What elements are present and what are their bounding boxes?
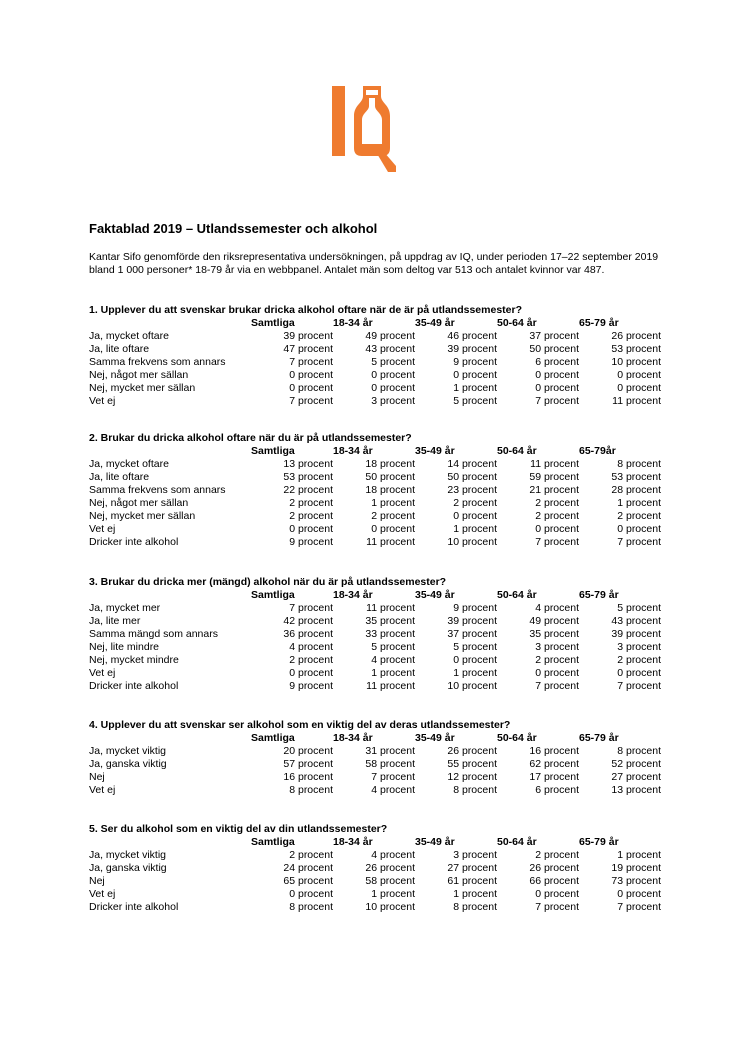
table-row (89, 680, 661, 693)
cell-value: 2 procent (535, 497, 579, 509)
column-header: 35-49 år (415, 317, 455, 329)
cell-value: 4 procent (289, 641, 333, 653)
cell-value: 2 procent (617, 510, 661, 522)
cell-value: 23 procent (447, 484, 497, 496)
cell-value: 9 procent (289, 536, 333, 548)
cell-value: 2 procent (535, 849, 579, 861)
cell-value: 5 procent (453, 641, 497, 653)
table-row (89, 888, 661, 901)
row-label: Ja, mycket oftare (89, 458, 169, 470)
cell-value: 10 procent (611, 356, 661, 368)
cell-value: 5 procent (617, 602, 661, 614)
row-label: Nej (89, 771, 105, 783)
cell-value: 50 procent (365, 471, 415, 483)
cell-value: 1 procent (453, 667, 497, 679)
cell-value: 3 procent (535, 641, 579, 653)
cell-value: 1 procent (453, 382, 497, 394)
table-row (89, 875, 661, 888)
table-row (89, 849, 661, 862)
cell-value: 20 procent (283, 745, 333, 757)
table-row (89, 458, 661, 471)
cell-value: 3 procent (453, 849, 497, 861)
header-spacer (89, 445, 251, 458)
question-block (89, 719, 661, 797)
row-label: Dricker inte alkohol (89, 901, 179, 913)
cell-value: 7 procent (289, 356, 333, 368)
column-header: Samtliga (251, 836, 295, 848)
cell-value: 26 procent (529, 862, 579, 874)
cell-value: 39 procent (447, 615, 497, 627)
row-label: Dricker inte alkohol (89, 680, 179, 692)
cell-value: 65 procent (283, 875, 333, 887)
cell-value: 10 procent (365, 901, 415, 913)
cell-value: 2 procent (289, 849, 333, 861)
cell-value: 26 procent (611, 330, 661, 342)
table-row (89, 901, 661, 914)
intro-paragraph (89, 251, 669, 277)
cell-value: 31 procent (365, 745, 415, 757)
column-header: 18-34 år (333, 445, 373, 457)
question-title: 1. Upplever du att svenskar brukar dricka alkohol oftare när de är på utlandssemester? (89, 304, 522, 316)
cell-value: 53 procent (611, 471, 661, 483)
cell-value: 0 procent (453, 510, 497, 522)
column-header: 35-49 år (415, 589, 455, 601)
row-label: Nej (89, 875, 105, 887)
column-header: 50-64 år (497, 836, 537, 848)
row-label: Nej, lite mindre (89, 641, 160, 653)
cell-value: 2 procent (617, 654, 661, 666)
cell-value: 0 procent (535, 382, 579, 394)
cell-value: 19 procent (611, 862, 661, 874)
cell-value: 39 procent (611, 628, 661, 640)
table-row (89, 784, 661, 797)
cell-value: 9 procent (453, 602, 497, 614)
cell-value: 7 procent (535, 901, 579, 913)
iq-logo (332, 86, 396, 172)
table-row (89, 330, 661, 343)
cell-value: 26 procent (365, 862, 415, 874)
cell-value: 7 procent (617, 680, 661, 692)
column-header: Samtliga (251, 732, 295, 744)
cell-value: 11 procent (366, 602, 415, 614)
cell-value: 10 procent (447, 536, 497, 548)
table-row (89, 654, 661, 667)
row-label: Samma mängd som annars (89, 628, 218, 640)
cell-value: 13 procent (611, 784, 661, 796)
cell-value: 7 procent (535, 395, 579, 407)
column-header: 65-79 år (579, 836, 619, 848)
question-title: 4. Upplever du att svenskar ser alkohol som en viktig del av deras utlandssemester? (89, 719, 511, 731)
header-spacer (89, 317, 251, 330)
cell-value: 7 procent (289, 395, 333, 407)
cell-value: 1 procent (453, 523, 497, 535)
cell-value: 0 procent (453, 654, 497, 666)
cell-value: 42 procent (283, 615, 333, 627)
cell-value: 47 procent (283, 343, 333, 355)
cell-value: 37 procent (447, 628, 497, 640)
cell-value: 0 procent (289, 382, 333, 394)
cell-value: 18 procent (365, 458, 415, 470)
table-row (89, 356, 661, 369)
cell-value: 8 procent (617, 458, 661, 470)
table-row (89, 536, 661, 549)
cell-value: 58 procent (365, 758, 415, 770)
results-table (89, 732, 661, 797)
results-table (89, 317, 661, 408)
cell-value: 61 procent (447, 875, 497, 887)
column-header: 18-34 år (333, 589, 373, 601)
cell-value: 53 procent (283, 471, 333, 483)
table-row (89, 771, 661, 784)
cell-value: 36 procent (283, 628, 333, 640)
cell-value: 66 procent (529, 875, 579, 887)
column-header: 65-79 år (579, 589, 619, 601)
header-row (89, 317, 661, 330)
question-block (89, 304, 661, 408)
cell-value: 52 procent (611, 758, 661, 770)
cell-value: 2 procent (289, 654, 333, 666)
cell-value: 8 procent (453, 784, 497, 796)
cell-value: 0 procent (617, 523, 661, 535)
cell-value: 1 procent (617, 849, 661, 861)
cell-value: 49 procent (365, 330, 415, 342)
row-label: Ja, lite oftare (89, 471, 150, 483)
cell-value: 58 procent (365, 875, 415, 887)
cell-value: 0 procent (617, 369, 661, 381)
table-row (89, 523, 661, 536)
question-block (89, 432, 661, 549)
cell-value: 27 procent (447, 862, 497, 874)
column-header: 18-34 år (333, 317, 373, 329)
table-row (89, 382, 661, 395)
intro-text: Kantar Sifo genomförde den riksrepresentativa undersökningen, på uppdrag av IQ, under perioden 17–22 september 2019 bland 1 000 personer* 18-79 år via en webbpanel. Antalet män som deltog var 513 och antalet kvinnor var 487. (89, 251, 659, 276)
cell-value: 2 procent (371, 510, 415, 522)
column-header: 18-34 år (333, 836, 373, 848)
row-label: Nej, mycket mer sällan (89, 382, 196, 394)
table-row (89, 667, 661, 680)
table-row (89, 497, 661, 510)
cell-value: 0 procent (289, 523, 333, 535)
cell-value: 4 procent (535, 602, 579, 614)
cell-value: 24 procent (283, 862, 333, 874)
cell-value: 17 procent (529, 771, 579, 783)
table-row (89, 628, 661, 641)
cell-value: 73 procent (611, 875, 661, 887)
column-header: 50-64 år (497, 445, 537, 457)
cell-value: 0 procent (371, 523, 415, 535)
cell-value: 0 procent (453, 369, 497, 381)
column-header: 65-79 år (579, 732, 619, 744)
cell-value: 50 procent (447, 471, 497, 483)
cell-value: 2 procent (535, 654, 579, 666)
cell-value: 0 procent (617, 667, 661, 679)
cell-value: 1 procent (371, 497, 415, 509)
cell-value: 4 procent (371, 849, 415, 861)
cell-value: 18 procent (365, 484, 415, 496)
cell-value: 3 procent (371, 395, 415, 407)
cell-value: 1 procent (453, 888, 497, 900)
cell-value: 11 procent (530, 458, 579, 470)
cell-value: 2 procent (535, 510, 579, 522)
table-row (89, 862, 661, 875)
row-label: Ja, mycket mer (89, 602, 161, 614)
column-header: 35-49 år (415, 732, 455, 744)
header-row (89, 445, 661, 458)
cell-value: 7 procent (617, 901, 661, 913)
table-row (89, 745, 661, 758)
cell-value: 4 procent (371, 784, 415, 796)
cell-value: 0 procent (617, 382, 661, 394)
column-header: 65-79år (579, 445, 616, 457)
cell-value: 1 procent (617, 497, 661, 509)
cell-value: 37 procent (529, 330, 579, 342)
cell-value: 1 procent (371, 667, 415, 679)
column-header: 50-64 år (497, 589, 537, 601)
cell-value: 7 procent (535, 536, 579, 548)
question-title: 5. Ser du alkohol som en viktig del av din utlandssemester? (89, 823, 388, 835)
cell-value: 9 procent (289, 680, 333, 692)
row-label: Ja, mycket viktig (89, 849, 167, 861)
row-label: Vet ej (89, 888, 116, 900)
cell-value: 33 procent (365, 628, 415, 640)
cell-value: 7 procent (535, 680, 579, 692)
cell-value: 39 procent (447, 343, 497, 355)
cell-value: 2 procent (289, 497, 333, 509)
cell-value: 0 procent (371, 382, 415, 394)
cell-value: 35 procent (529, 628, 579, 640)
cell-value: 35 procent (365, 615, 415, 627)
column-header: 65-79 år (579, 317, 619, 329)
cell-value: 6 procent (535, 356, 579, 368)
cell-value: 27 procent (611, 771, 661, 783)
cell-value: 10 procent (447, 680, 497, 692)
cell-value: 0 procent (371, 369, 415, 381)
row-label: Ja, lite oftare (89, 343, 150, 355)
cell-value: 43 procent (365, 343, 415, 355)
cell-value: 5 procent (371, 641, 415, 653)
row-label: Ja, ganska viktig (89, 862, 167, 874)
cell-value: 57 procent (283, 758, 333, 770)
question-title: 3. Brukar du dricka mer (mängd) alkohol när du är på utlandssemester? (89, 576, 447, 588)
column-header: Samtliga (251, 317, 295, 329)
column-header: 18-34 år (333, 732, 373, 744)
row-label: Vet ej (89, 395, 116, 407)
row-label: Vet ej (89, 784, 116, 796)
table-row (89, 343, 661, 356)
cell-value: 43 procent (611, 615, 661, 627)
cell-value: 16 procent (283, 771, 333, 783)
cell-value: 7 procent (371, 771, 415, 783)
cell-value: 39 procent (283, 330, 333, 342)
cell-value: 9 procent (453, 356, 497, 368)
page-title: Faktablad 2019 – Utlandssemester och alkohol (89, 221, 378, 236)
table-row (89, 615, 661, 628)
cell-value: 0 procent (535, 667, 579, 679)
row-label: Ja, lite mer (89, 615, 141, 627)
header-row (89, 732, 661, 745)
cell-value: 14 procent (447, 458, 497, 470)
cell-value: 3 procent (617, 641, 661, 653)
table-row (89, 395, 661, 408)
cell-value: 5 procent (371, 356, 415, 368)
results-table (89, 445, 661, 549)
cell-value: 8 procent (453, 901, 497, 913)
row-label: Nej, något mer sällan (89, 369, 189, 381)
cell-value: 4 procent (371, 654, 415, 666)
cell-value: 62 procent (529, 758, 579, 770)
cell-value: 7 procent (617, 536, 661, 548)
cell-value: 0 procent (535, 523, 579, 535)
column-header: 50-64 år (497, 732, 537, 744)
cell-value: 8 procent (289, 901, 333, 913)
row-label: Ja, mycket oftare (89, 330, 169, 342)
cell-value: 53 procent (611, 343, 661, 355)
cell-value: 16 procent (529, 745, 579, 757)
cell-value: 11 procent (366, 536, 415, 548)
row-label: Dricker inte alkohol (89, 536, 179, 548)
cell-value: 46 procent (447, 330, 497, 342)
cell-value: 55 procent (447, 758, 497, 770)
row-label: Samma frekvens som annars (89, 484, 226, 496)
row-label: Ja, mycket viktig (89, 745, 167, 757)
table-row (89, 758, 661, 771)
cell-value: 7 procent (289, 602, 333, 614)
row-label: Ja, ganska viktig (89, 758, 167, 770)
column-header: 50-64 år (497, 317, 537, 329)
row-label: Nej, mycket mindre (89, 654, 179, 666)
cell-value: 26 procent (447, 745, 497, 757)
column-header: Samtliga (251, 445, 295, 457)
cell-value: 0 procent (289, 888, 333, 900)
cell-value: 11 procent (366, 680, 415, 692)
table-row (89, 369, 661, 382)
question-block (89, 823, 661, 914)
row-label: Vet ej (89, 523, 116, 535)
cell-value: 0 procent (289, 667, 333, 679)
cell-value: 28 procent (611, 484, 661, 496)
question-title: 2. Brukar du dricka alkohol oftare när du är på utlandssemester? (89, 432, 412, 444)
table-row (89, 510, 661, 523)
cell-value: 8 procent (289, 784, 333, 796)
cell-value: 11 procent (612, 395, 661, 407)
header-row (89, 589, 661, 602)
cell-value: 13 procent (283, 458, 333, 470)
header-spacer (89, 836, 251, 849)
row-label: Nej, mycket mer sällan (89, 510, 196, 522)
cell-value: 1 procent (371, 888, 415, 900)
row-label: Nej, något mer sällan (89, 497, 189, 509)
cell-value: 21 procent (529, 484, 579, 496)
column-header: 35-49 år (415, 445, 455, 457)
cell-value: 0 procent (289, 369, 333, 381)
column-header: 35-49 år (415, 836, 455, 848)
cell-value: 2 procent (453, 497, 497, 509)
column-header: Samtliga (251, 589, 295, 601)
cell-value: 22 procent (283, 484, 333, 496)
header-spacer (89, 589, 251, 602)
row-label: Vet ej (89, 667, 116, 679)
results-table (89, 589, 661, 693)
table-row (89, 641, 661, 654)
table-row (89, 471, 661, 484)
results-table (89, 836, 661, 914)
cell-value: 0 procent (535, 888, 579, 900)
header-row (89, 836, 661, 849)
cell-value: 0 procent (617, 888, 661, 900)
cell-value: 50 procent (529, 343, 579, 355)
header-spacer (89, 732, 251, 745)
table-row (89, 484, 661, 497)
cell-value: 12 procent (447, 771, 497, 783)
cell-value: 0 procent (535, 369, 579, 381)
cell-value: 6 procent (535, 784, 579, 796)
table-row (89, 602, 661, 615)
cell-value: 2 procent (289, 510, 333, 522)
cell-value: 49 procent (529, 615, 579, 627)
cell-value: 5 procent (453, 395, 497, 407)
cell-value: 8 procent (617, 745, 661, 757)
question-block (89, 576, 661, 693)
cell-value: 59 procent (529, 471, 579, 483)
row-label: Samma frekvens som annars (89, 356, 226, 368)
